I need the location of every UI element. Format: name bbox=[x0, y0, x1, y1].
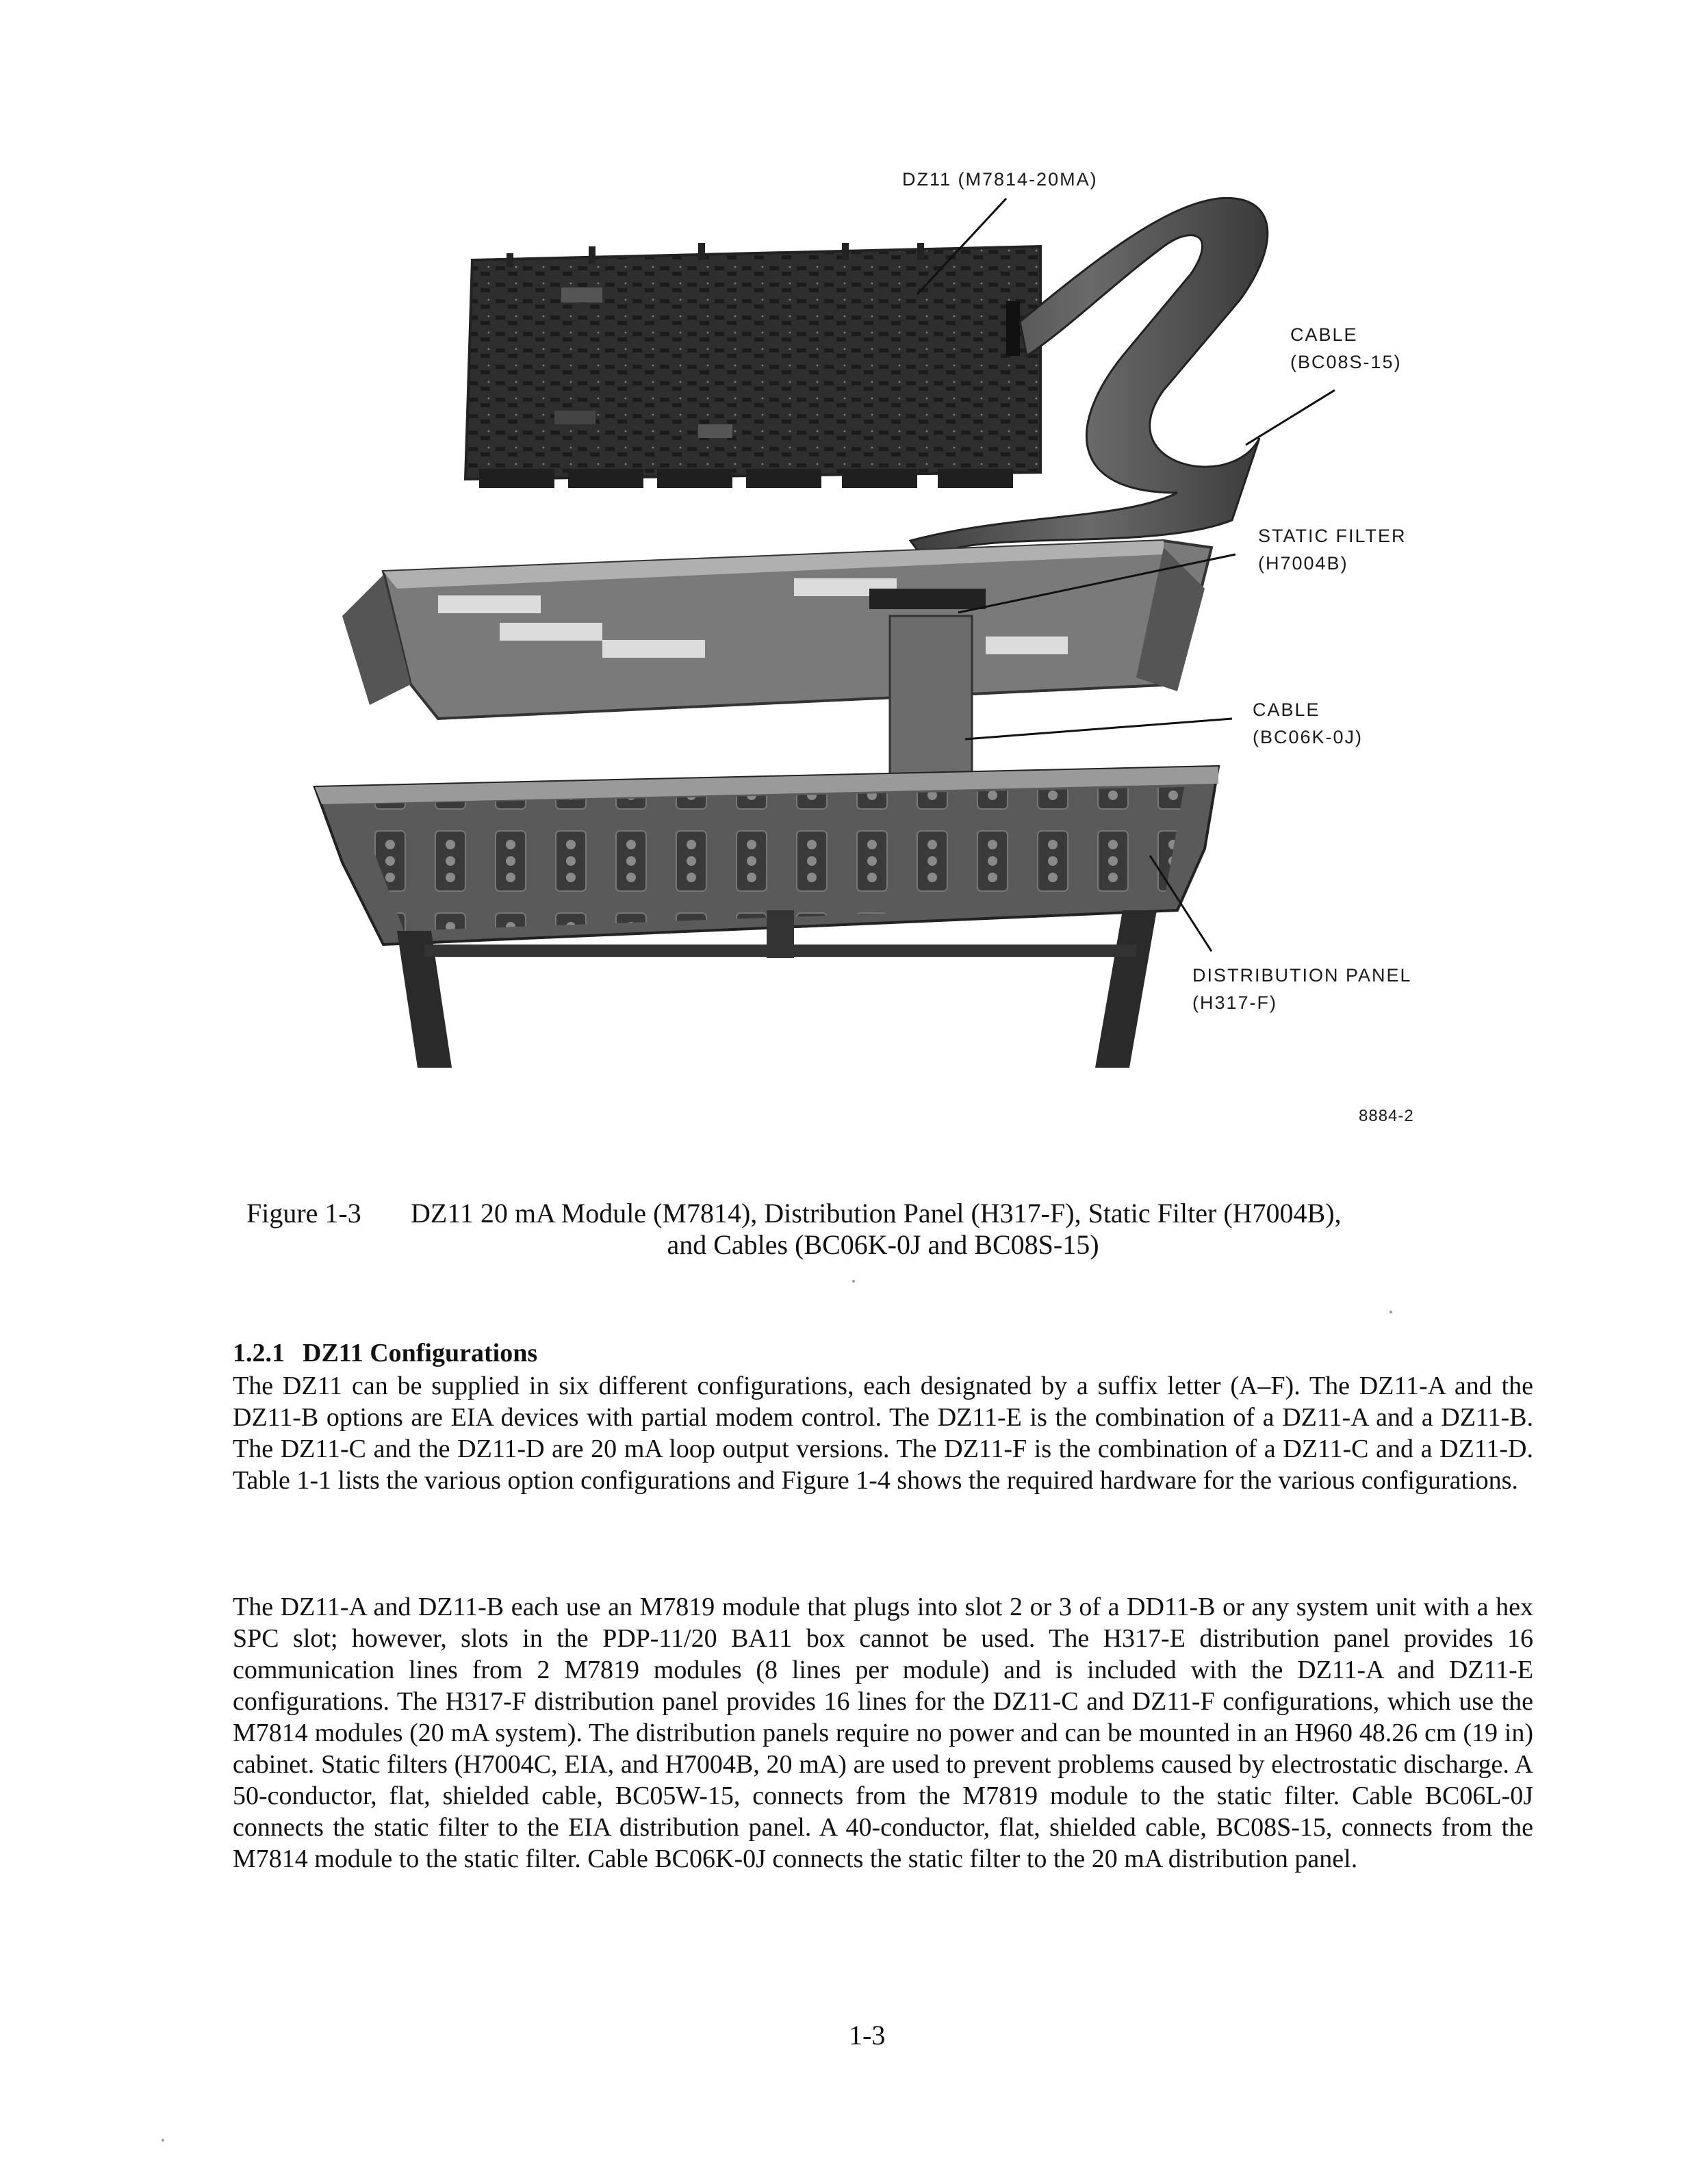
figure-id: 8884-2 bbox=[1359, 1107, 1414, 1125]
static-filter-bracket bbox=[342, 541, 1212, 719]
scan-speck bbox=[1390, 1311, 1392, 1313]
section-heading bbox=[233, 1338, 537, 1368]
callout-panel-line2: (H317-F) bbox=[1192, 992, 1278, 1013]
scan-speck bbox=[162, 2139, 164, 2142]
section-title: DZ11 Configurations bbox=[303, 1339, 538, 1367]
callout-module: DZ11 (M7814-20MA) bbox=[902, 169, 1098, 190]
page-number: 1-3 bbox=[849, 2020, 886, 2051]
scan-speck bbox=[852, 1280, 855, 1283]
callout-panel-line1: DISTRIBUTION PANEL bbox=[1192, 965, 1412, 986]
caption-line2: and Cables (BC06K-0J and BC08S-15) bbox=[667, 1229, 1099, 1260]
paragraph-2: The DZ11-A and DZ11-B each use an M7819 module that plugs into slot 2 or 3 of a DD11-B or any system unit with a hex SPC slot; however, slots in the PDP-11/20 BA11 box cannot be used. The H317-E distribution panel provides 16 communication lines from 2 M7819 modules (8 lines per module) and is included with the DZ11-A and DZ11-E configurations. The H317-F distribution panel provides 16 lines for the DZ11-C and DZ11-F configurations, which use the M7814 modules (20 mA system). The distribution panels require no power and can be mounted in an H960 48.26 cm (19 in) cabinet. Static filters (H7004C, EIA, and H7004B, 20 mA) are used to prevent problems caused by electrostatic discharge. A 50-conductor, flat, shielded cable, BC05W-15, connects from the M7819 module to the static filter. Cable BC06L-0J connects the static filter to the EIA distribution panel. A 40-conductor, flat, shielded cable, BC08S-15, connects from the M7814 module to the static filter. Cable BC06K-0J connects the static filter to the 20 mA distribution panel. bbox=[233, 1593, 1533, 1873]
section-number: 1.2.1 bbox=[233, 1339, 285, 1367]
module-board bbox=[465, 243, 1040, 488]
callout-cable-top-line2: (BC08S-15) bbox=[1290, 352, 1402, 372]
caption-number: Figure 1-3 bbox=[246, 1198, 361, 1229]
distribution-panel bbox=[315, 767, 1218, 1068]
paragraph-1: The DZ11 can be supplied in six different configurations, each designated by a suffix letter (A–F). The DZ11-A and the DZ11-B options are EIA devices with partial modem control. The DZ11-E is the combination of a DZ11-A and a DZ11-B. The DZ11-C and the DZ11-D are 20 mA loop output versions. The DZ11-F is the combination of a DZ11-C and a DZ11-D. Table 1-1 lists the various option configurations and Figure 1-4 shows the required hardware for the various configurations. bbox=[233, 1372, 1533, 1495]
caption-line1: DZ11 20 mA Module (M7814), Distribution Panel (H317-F), Static Filter (H7004B), bbox=[411, 1198, 1342, 1229]
callout-filter-line1: STATIC FILTER bbox=[1258, 526, 1407, 546]
callout-cable-mid-line1: CABLE bbox=[1253, 699, 1320, 720]
callout-cable-mid-line2: (BC06K-0J) bbox=[1253, 727, 1363, 747]
callout-filter-line2: (H7004B) bbox=[1258, 553, 1348, 574]
callout-cable-top-line1: CABLE bbox=[1290, 324, 1358, 345]
